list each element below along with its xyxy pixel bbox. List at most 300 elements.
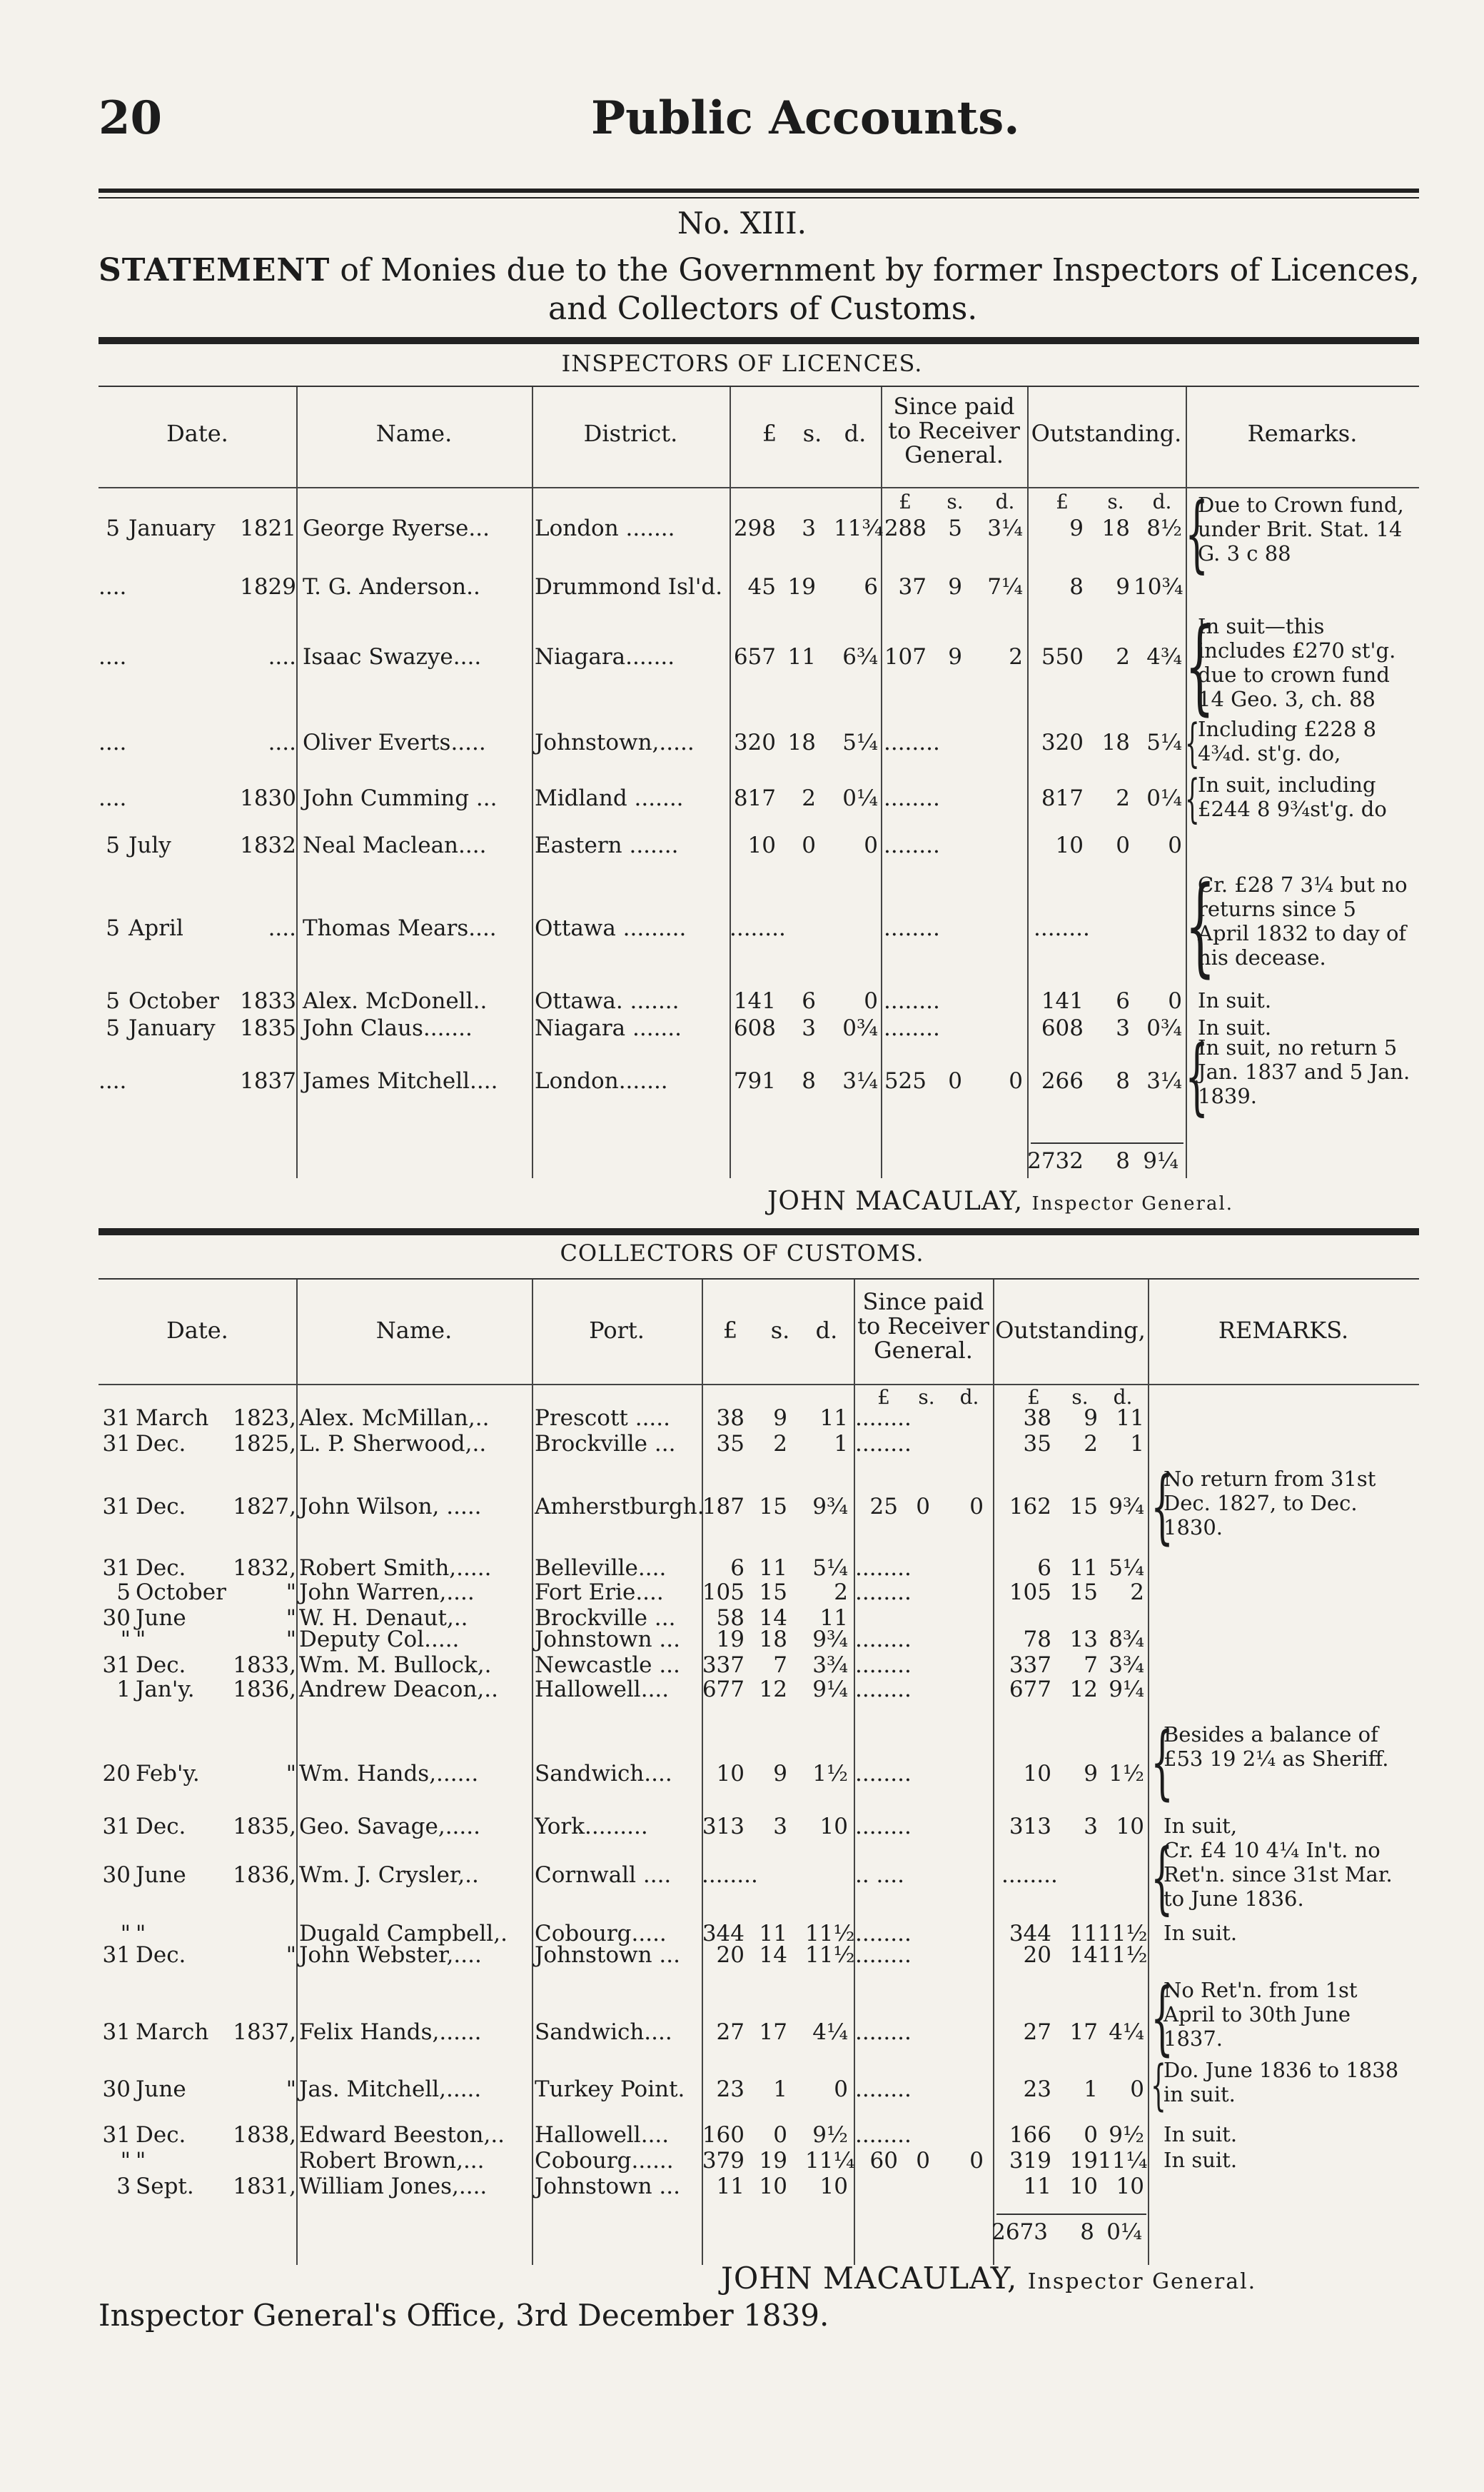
cell-district: Drummond Isl'd.	[535, 574, 723, 600]
cell-s: 17	[759, 2019, 787, 2045]
cell-month: Dec.	[136, 1652, 186, 1678]
page-number: 20	[99, 91, 163, 145]
cell-name: John Cumming ...	[303, 785, 498, 811]
remark-brace: {	[1185, 864, 1216, 988]
header-pounds: £	[722, 1317, 738, 1344]
cell-d: 0	[864, 833, 878, 858]
cell-os: 19	[1069, 2148, 1098, 2174]
cell-od: 0	[1130, 2076, 1144, 2102]
cell-pl: ........	[855, 1652, 912, 1678]
cell-od: 0¼	[1146, 785, 1182, 811]
cell-s: 1	[773, 2076, 787, 2102]
cell-pl: ........	[855, 1761, 912, 1787]
cell-ol: 35	[1023, 1431, 1051, 1457]
cell-ol: 320	[1041, 730, 1084, 755]
cell-os: 10	[1069, 2174, 1098, 2199]
cell-os: 9	[1084, 1761, 1098, 1787]
cell-s: 19	[787, 574, 816, 600]
cell-ol: 677	[1009, 1677, 1051, 1702]
licences-signature: JOHN MACAULAY, Inspector General.	[767, 1187, 1234, 1216]
remark-text: In suit, no return 5 Jan. 1837 and 5 Jan. 1839.	[1198, 1035, 1410, 1108]
cell-d: 3¾	[812, 1652, 848, 1678]
cell-day: ....	[99, 574, 127, 600]
remark-brace: {	[1185, 606, 1215, 725]
cell-ps: 9	[948, 644, 962, 670]
cell-month: July	[128, 833, 171, 858]
cell-pl: ........	[855, 1555, 912, 1581]
cell-pl: ........	[884, 730, 940, 755]
cell-d: 11¾	[834, 516, 884, 541]
cell-d: 10	[819, 2174, 848, 2199]
subheader-paid-shillings: s.	[947, 490, 964, 513]
remark-text: No Ret'n. from 1st April to 30th June 1837.	[1164, 1978, 1358, 2051]
cell-os: 13	[1069, 1627, 1098, 1652]
cell-s: 2	[773, 1431, 787, 1457]
header-remarks: Remarks.	[1247, 420, 1358, 447]
cell-os: 18	[1101, 730, 1130, 755]
cell-name: John Warren,....	[299, 1579, 475, 1605]
cell-s: 0	[802, 833, 816, 858]
cell-ol: 23	[1023, 2076, 1051, 2102]
header-date: Date.	[166, 1317, 228, 1344]
cell-day: ....	[99, 785, 127, 811]
cell-name: Robert Smith,.....	[299, 1555, 492, 1581]
cell-d: 11½	[805, 1942, 855, 1968]
cell-ol: 20	[1023, 1942, 1051, 1968]
cell-month: "	[136, 1921, 146, 1946]
header-outstanding: Outstanding,	[995, 1317, 1146, 1344]
cell-year: "	[286, 2076, 296, 2102]
cell-year: "	[286, 1579, 296, 1605]
cell-s: 12	[759, 1677, 787, 1702]
cell-pl: 107	[884, 644, 927, 670]
cell-month: April	[128, 915, 183, 941]
header-district: District.	[583, 420, 678, 447]
header-date: Date.	[166, 420, 228, 447]
header-pence: d.	[844, 420, 867, 447]
cell-ol: ........	[1001, 1862, 1058, 1888]
cell-os: 2	[1116, 644, 1130, 670]
statement-title	[99, 251, 1455, 328]
cell-pd: 0	[969, 1494, 984, 1519]
header-remarks: REMARKS.	[1218, 1317, 1349, 1344]
subheader-paid-pounds: £	[877, 1385, 890, 1409]
customs-table: Date. Name. Port. £ s. d. Since paid to Receiver General. Outstanding, REMARKS. £ s. d. £ s. d. 31 March 1823, Alex. McMillan,.. Prescott ..... 38 9 11 ........ 38 9 11 31 Dec. 1825, L. P. Sherwood,.. Brockville ... 35 2 1 ........ 35 2 1 31 Dec. 1827, John Wilson, ..... Amherstburgh. 187 15 9¾ 25 0 0 162 15 9¾ { No return from 31st Dec. 1827, to Dec. 1830. 31 Dec. 1832, Robert Smith,..... Belleville.... 6 11 5¼ ........ 6 11 5¼ 5 October " John Warren,.... Fort Erie.... 105 15 2 ........ 105 15 2 30 June " W. H. Denaut,.. Brockville ... 58 14 11 " " " Deputy Col..... Johnstown ... 19 18 9¾ ........ 78 13 8¾ 31 Dec. 1833, Wm. M. Bullock,. Newcastle ... 337 7 3¾ ........ 337 7 3¾ 1 Jan'y. 1836, Andrew Deacon,.. Hallowell.... 677 12 9¼ ........ 677 12 9¼ 20 Feb'y. " Wm. Hands,...... Sandwich.... 10 9 1½ ........ 10 9 1½ { Besides a balance of £53 19 2¼ as Sheriff. 31 Dec. 1835, Geo. Savage,..... York......... 313 3 10 ........ 313 3 10 In suit, 30 June 1836, Wm. J. Crysler,.. Cornwall .... ........ .. .... ........ { Cr. £4 10 4¼ In't. no Ret'n. since 31st Mar. to June 1836. " " Dugald Campbell,. Cobourg..... 344 11 11½ ........ 344 11 11½ In suit. 31 Dec. " John Webster,.... Johnstown ... 20 14 11½ ........ 20 14 11½ 31 March 1837, Felix Hands,...... Sandwich.... 27 17 4¼ ........ 27 17 4¼ { No Ret'n. from 1st April to 30th June 1837. 30 June " Jas. Mitchell,..... Turkey Point. 23 1 0 ........ 23 1 0 { Do. June 1836 to 1838 in suit. 31 Dec. 1838, Edward Beeston,.. Hallowell.... 160 0 9½ ........ 166 0 9½ In suit. " " Robert Brown,... Cobourg...... 379 19 11¼ 60 0 0 319 19 11¼ In suit. 3 Sept. 1831, William Jones,.... Johnstown ... 11 10 10 11 10 10 2673 8 0¼	[99, 1280, 1419, 2265]
cell-day: 31	[102, 1494, 131, 1519]
cell-l: 344	[702, 1921, 744, 1946]
cell-pl: 25	[869, 1494, 898, 1519]
cell-district: Amherstburgh.	[535, 1494, 705, 1519]
cell-ol: 319	[1009, 2148, 1051, 2174]
cell-district: Brockville ...	[535, 1431, 676, 1457]
cell-year: 1829	[240, 574, 296, 600]
cell-name: Robert Brown,...	[299, 2148, 485, 2174]
cell-district: Johnstown ...	[535, 2174, 680, 2199]
cell-pl: ........	[855, 2122, 912, 2148]
cell-l: 379	[702, 2148, 744, 2174]
cell-os: 7	[1084, 1652, 1098, 1678]
cell-os: 15	[1069, 1579, 1098, 1605]
cell-os: 2	[1116, 785, 1130, 811]
cell-year: 1833,	[233, 1652, 296, 1678]
document-number: No. XIII.	[677, 206, 807, 241]
cell-ol: 6	[1037, 1555, 1051, 1581]
cell-name: Jas. Mitchell,.....	[299, 2076, 482, 2102]
cell-od: 11½	[1098, 1942, 1148, 1968]
cell-year: ....	[268, 730, 296, 755]
cell-ol: 817	[1041, 785, 1084, 811]
cell-day: 31	[102, 1814, 131, 1839]
cell-od: 1	[1130, 1431, 1144, 1457]
header-shillings: s.	[802, 420, 822, 447]
running-header	[99, 91, 1419, 149]
cell-month: Dec.	[136, 1814, 186, 1839]
statement-lead: STATEMENT	[99, 252, 330, 288]
cell-od: 0	[1168, 833, 1182, 858]
cell-os: 12	[1069, 1677, 1098, 1702]
cell-d: 11	[819, 1405, 848, 1431]
cell-month: Dec.	[136, 1942, 186, 1968]
cell-day: 31	[102, 1652, 131, 1678]
cell-pl: ........	[855, 2019, 912, 2045]
header-rule	[99, 189, 1419, 199]
cell-l: 298	[733, 516, 776, 541]
cell-name: Wm. Hands,......	[299, 1761, 479, 1787]
cell-year: "	[286, 1942, 296, 1968]
subheader-out-pounds: £	[1027, 1385, 1040, 1409]
cell-name: Wm. M. Bullock,.	[299, 1652, 492, 1678]
cell-year: 1830	[240, 785, 296, 811]
cell-month: June	[136, 1605, 186, 1631]
cell-d: 5¼	[812, 1555, 848, 1581]
cell-od: 11½	[1098, 1921, 1148, 1946]
running-title: Public Accounts.	[591, 91, 1020, 145]
cell-od: 0¾	[1146, 1015, 1182, 1041]
cell-day: 5	[106, 833, 120, 858]
cell-s: 18	[787, 730, 816, 755]
remark-text: In suit.	[1198, 988, 1272, 1013]
cell-month: Jan'y.	[136, 1677, 195, 1702]
cell-name: Andrew Deacon,..	[299, 1677, 498, 1702]
cell-year: 1836,	[233, 1862, 296, 1888]
remark-brace: {	[1185, 1028, 1209, 1125]
cell-name: Wm. J. Crysler,..	[299, 1862, 479, 1888]
remark-text: Besides a balance of £53 19 2¼ as Sheriff.	[1164, 1722, 1389, 1771]
header-shillings: s.	[770, 1317, 790, 1344]
cell-district: Ottawa. .......	[535, 988, 680, 1014]
cell-s: 11	[759, 1921, 787, 1946]
cell-d: 3¼	[842, 1068, 878, 1094]
cell-district: Sandwich....	[535, 1761, 672, 1787]
cell-day: ....	[99, 644, 127, 670]
cell-name: James Mitchell....	[303, 1068, 498, 1094]
cell-od: 3¼	[1146, 1068, 1182, 1094]
cell-s: 2	[802, 785, 816, 811]
remark-brace: {	[1151, 1971, 1174, 2064]
customs-top-rule	[99, 1228, 1419, 1235]
cell-ps: 5	[948, 516, 962, 541]
cell-day: 5	[106, 516, 120, 541]
subheader-paid-shillings: s.	[918, 1385, 935, 1409]
cell-ol: 141	[1041, 988, 1084, 1014]
subheader-paid-pounds: £	[899, 490, 912, 513]
cell-d: 9¾	[812, 1494, 848, 1519]
cell-day: 5	[106, 988, 120, 1014]
cell-ol: 166	[1009, 2122, 1051, 2148]
cell-day: 30	[102, 1605, 131, 1631]
cell-day: ....	[99, 1068, 127, 1094]
cell-district: Midland .......	[535, 785, 684, 811]
cell-l: 187	[702, 1494, 744, 1519]
cell-ol: 8	[1069, 574, 1084, 600]
cell-pl: ........	[855, 2076, 912, 2102]
cell-ol: 27	[1023, 2019, 1051, 2045]
cell-os: 0	[1116, 833, 1130, 858]
cell-month: January	[128, 516, 216, 541]
cell-name: Geo. Savage,.....	[299, 1814, 480, 1839]
cell-ol: 550	[1041, 644, 1084, 670]
cell-os: 15	[1069, 1494, 1098, 1519]
cell-d: 0	[864, 988, 878, 1014]
cell-pl: 60	[869, 2148, 898, 2174]
cell-district: London .......	[535, 516, 675, 541]
cell-l: 320	[733, 730, 776, 755]
cell-os: 11	[1069, 1555, 1098, 1581]
cell-day: 5	[106, 915, 120, 941]
cell-name: W. H. Denaut,..	[299, 1605, 468, 1631]
cell-district: Prescott .....	[535, 1405, 670, 1431]
cell-pl: 37	[898, 574, 927, 600]
cell-l: 45	[747, 574, 776, 600]
cell-l: 19	[716, 1627, 744, 1652]
cell-year: ....	[268, 644, 296, 670]
cell-pl: ........	[855, 1921, 912, 1946]
cell-district: Johnstown ...	[535, 1942, 680, 1968]
cell-ol: 10	[1055, 833, 1084, 858]
cell-year: 1837	[240, 1068, 296, 1094]
cell-month: January	[128, 1015, 216, 1041]
cell-d: 0¼	[842, 785, 878, 811]
header-name: Name.	[375, 1317, 453, 1344]
cell-year: "	[286, 1761, 296, 1787]
cell-l: 791	[733, 1068, 776, 1094]
header-name: Name.	[375, 420, 453, 447]
cell-d: 9¾	[812, 1627, 848, 1652]
cell-ol: 344	[1009, 1921, 1051, 1946]
cell-year: 1832,	[233, 1555, 296, 1581]
cell-d: 11¼	[805, 2148, 855, 2174]
cell-s: 3	[802, 1015, 816, 1041]
cell-os: 3	[1084, 1814, 1098, 1839]
cell-s: 14	[759, 1942, 787, 1968]
cell-district: Cobourg......	[535, 2148, 674, 2174]
cell-name: L. P. Sherwood,..	[299, 1431, 487, 1457]
cell-day: 31	[102, 1431, 131, 1457]
subheader-out-pence: d.	[1113, 1385, 1133, 1409]
cell-name: John Webster,....	[299, 1942, 482, 1968]
cell-l: 160	[702, 2122, 744, 2148]
cell-day: 5	[116, 1579, 131, 1605]
cell-district: Fort Erie....	[535, 1579, 664, 1605]
cell-district: Cobourg.....	[535, 1921, 667, 1946]
cell-name: William Jones,....	[299, 2174, 488, 2199]
cell-os: 14	[1069, 1942, 1098, 1968]
remark-text: In suit,	[1164, 1814, 1238, 1838]
cell-s: 9	[773, 1761, 787, 1787]
customs-signature: JOHN MACAULAY, Inspector General.	[721, 2261, 1257, 2296]
cell-s: 0	[773, 2122, 787, 2148]
cell-l: 10	[747, 833, 776, 858]
cell-day: 31	[102, 2019, 131, 2045]
cell-ol: 608	[1041, 1015, 1084, 1041]
cell-d: 6	[864, 574, 878, 600]
cell-l: 27	[716, 2019, 744, 2045]
cell-year: 1835	[240, 1015, 296, 1041]
cell-d: 11½	[805, 1921, 855, 1946]
header-pounds: £	[762, 420, 777, 447]
remark-brace: {	[1151, 2053, 1166, 2116]
cell-month: Dec.	[136, 1555, 186, 1581]
cell-year: ....	[268, 915, 296, 941]
subheader-paid-pence: d.	[995, 490, 1015, 513]
remark-text: Including £228 8 4¾d. st'g. do,	[1198, 717, 1377, 765]
cell-name: George Ryerse...	[303, 516, 490, 541]
cell-od: 4¼	[1109, 2019, 1144, 2045]
cell-day: 20	[102, 1761, 131, 1787]
cell-ps: 0	[916, 1494, 930, 1519]
cell-district: York.........	[535, 1814, 648, 1839]
cell-ps: 9	[948, 574, 962, 600]
cell-ol: 9	[1069, 516, 1084, 541]
remark-text: In suit.	[1164, 1921, 1238, 1945]
remark-brace: {	[1151, 1716, 1174, 1809]
remark-text: In suit—this includes £270 st'g. due to crown fund 14 Geo. 3, ch. 88	[1198, 614, 1396, 711]
cell-day: 5	[106, 1015, 120, 1041]
cell-od: 10¾	[1134, 574, 1183, 600]
cell-district: Sandwich....	[535, 2019, 672, 2045]
cell-od: 0	[1168, 988, 1182, 1014]
cell-od: 11	[1116, 1405, 1144, 1431]
cell-os: 3	[1116, 1015, 1130, 1041]
cell-pl: ........	[855, 1677, 912, 1702]
cell-district: Johnstown,.....	[535, 730, 695, 755]
subheader-paid-pence: d.	[959, 1385, 979, 1409]
cell-year: 1825,	[233, 1431, 296, 1457]
remark-brace: {	[1151, 1460, 1174, 1553]
remark-text: Cr. £4 10 4¼ In't. no Ret'n. since 31st Mar. to June 1836.	[1164, 1838, 1393, 1911]
cell-d: 2	[834, 1579, 848, 1605]
header-since-paid: Since paid to Receiver General.	[857, 1288, 989, 1364]
cell-month: "	[136, 2148, 146, 2174]
licences-total-rule	[1031, 1142, 1183, 1144]
cell-ol: 11	[1023, 2174, 1051, 2199]
cell-l: 38	[716, 1405, 744, 1431]
cell-l: 10	[716, 1761, 744, 1787]
cell-district: Cornwall ....	[535, 1862, 672, 1888]
cell-ol: 266	[1041, 1068, 1084, 1094]
remark-text: In suit.	[1164, 2148, 1238, 2172]
office-date-line: Inspector General's Office, 3rd December 1839.	[99, 2298, 829, 2333]
cell-od: 10	[1116, 1814, 1144, 1839]
cell-month: March	[136, 1405, 209, 1431]
cell-s: 11	[759, 1555, 787, 1581]
cell-s: 7	[773, 1652, 787, 1678]
cell-day: 31	[102, 2122, 131, 2148]
cell-month: Dec.	[136, 1494, 186, 1519]
cell-name: John Claus.......	[303, 1015, 473, 1041]
cell-os: 6	[1116, 988, 1130, 1014]
cell-s: 10	[759, 2174, 787, 2199]
cell-ol: 162	[1009, 1494, 1051, 1519]
cell-d: 5¼	[842, 730, 878, 755]
customs-total-rule	[996, 2214, 1146, 2215]
cell-name: Edward Beeston,..	[299, 2122, 505, 2148]
cell-ol: 10	[1023, 1761, 1051, 1787]
remark-brace: {	[1151, 1832, 1173, 1923]
cell-od: 4¾	[1146, 644, 1182, 670]
cell-od: 9¼	[1109, 1677, 1144, 1702]
cell-ol: 105	[1009, 1579, 1051, 1605]
cell-l: 105	[702, 1579, 744, 1605]
cell-pd: 0	[969, 2148, 984, 2174]
cell-od: 3¾	[1109, 1652, 1144, 1678]
cell-od: 9½	[1109, 2122, 1144, 2148]
cell-year: 1833	[240, 988, 296, 1014]
cell-l: 6	[730, 1555, 744, 1581]
cell-od: 5¼	[1146, 730, 1182, 755]
cell-year: 1823,	[233, 1405, 296, 1431]
cell-district: Brockville ...	[535, 1605, 676, 1631]
cell-year: 1835,	[233, 1814, 296, 1839]
cell-os: 18	[1101, 516, 1130, 541]
cell-month: June	[136, 2076, 186, 2102]
cell-year: 1838,	[233, 2122, 296, 2148]
cell-district: Newcastle ...	[535, 1652, 680, 1678]
cell-month: March	[136, 2019, 209, 2045]
licences-heading: INSPECTORS OF LICENCES.	[561, 350, 923, 377]
cell-district: Johnstown ...	[535, 1627, 680, 1652]
cell-pl: 525	[884, 1068, 927, 1094]
cell-s: 15	[759, 1579, 787, 1605]
cell-name: Deputy Col.....	[299, 1627, 460, 1652]
cell-district: Hallowell....	[535, 2122, 670, 2148]
cell-l: 657	[733, 644, 776, 670]
cell-l: 58	[716, 1605, 744, 1631]
cell-district: Niagara .......	[535, 1015, 682, 1041]
header-since-paid: Since paid to Receiver General.	[888, 393, 1020, 468]
cell-os: 9	[1116, 574, 1130, 600]
cell-pd: 3¼	[987, 516, 1023, 541]
cell-district: Hallowell....	[535, 1677, 670, 1702]
cell-month: "	[136, 1627, 146, 1652]
cell-day: "	[120, 1921, 131, 1946]
remark-text: In suit, including £244 8 9¾st'g. do	[1198, 773, 1387, 821]
cell-year: 1836,	[233, 1677, 296, 1702]
cell-district: Ottawa .........	[535, 915, 687, 941]
cell-name: Isaac Swazye....	[303, 644, 482, 670]
cell-pl: ........	[855, 1431, 912, 1457]
cell-s: 3	[773, 1814, 787, 1839]
remark-text: In suit.	[1198, 1015, 1272, 1040]
cell-pl: 288	[884, 516, 927, 541]
cell-ps: 0	[916, 2148, 930, 2174]
cell-pl: ........	[855, 1942, 912, 1968]
cell-day: ....	[99, 730, 127, 755]
cell-os: 9	[1084, 1405, 1098, 1431]
cell-day: 31	[102, 1942, 131, 1968]
cell-od: 8½	[1146, 516, 1182, 541]
cell-year: 1832	[240, 833, 296, 858]
